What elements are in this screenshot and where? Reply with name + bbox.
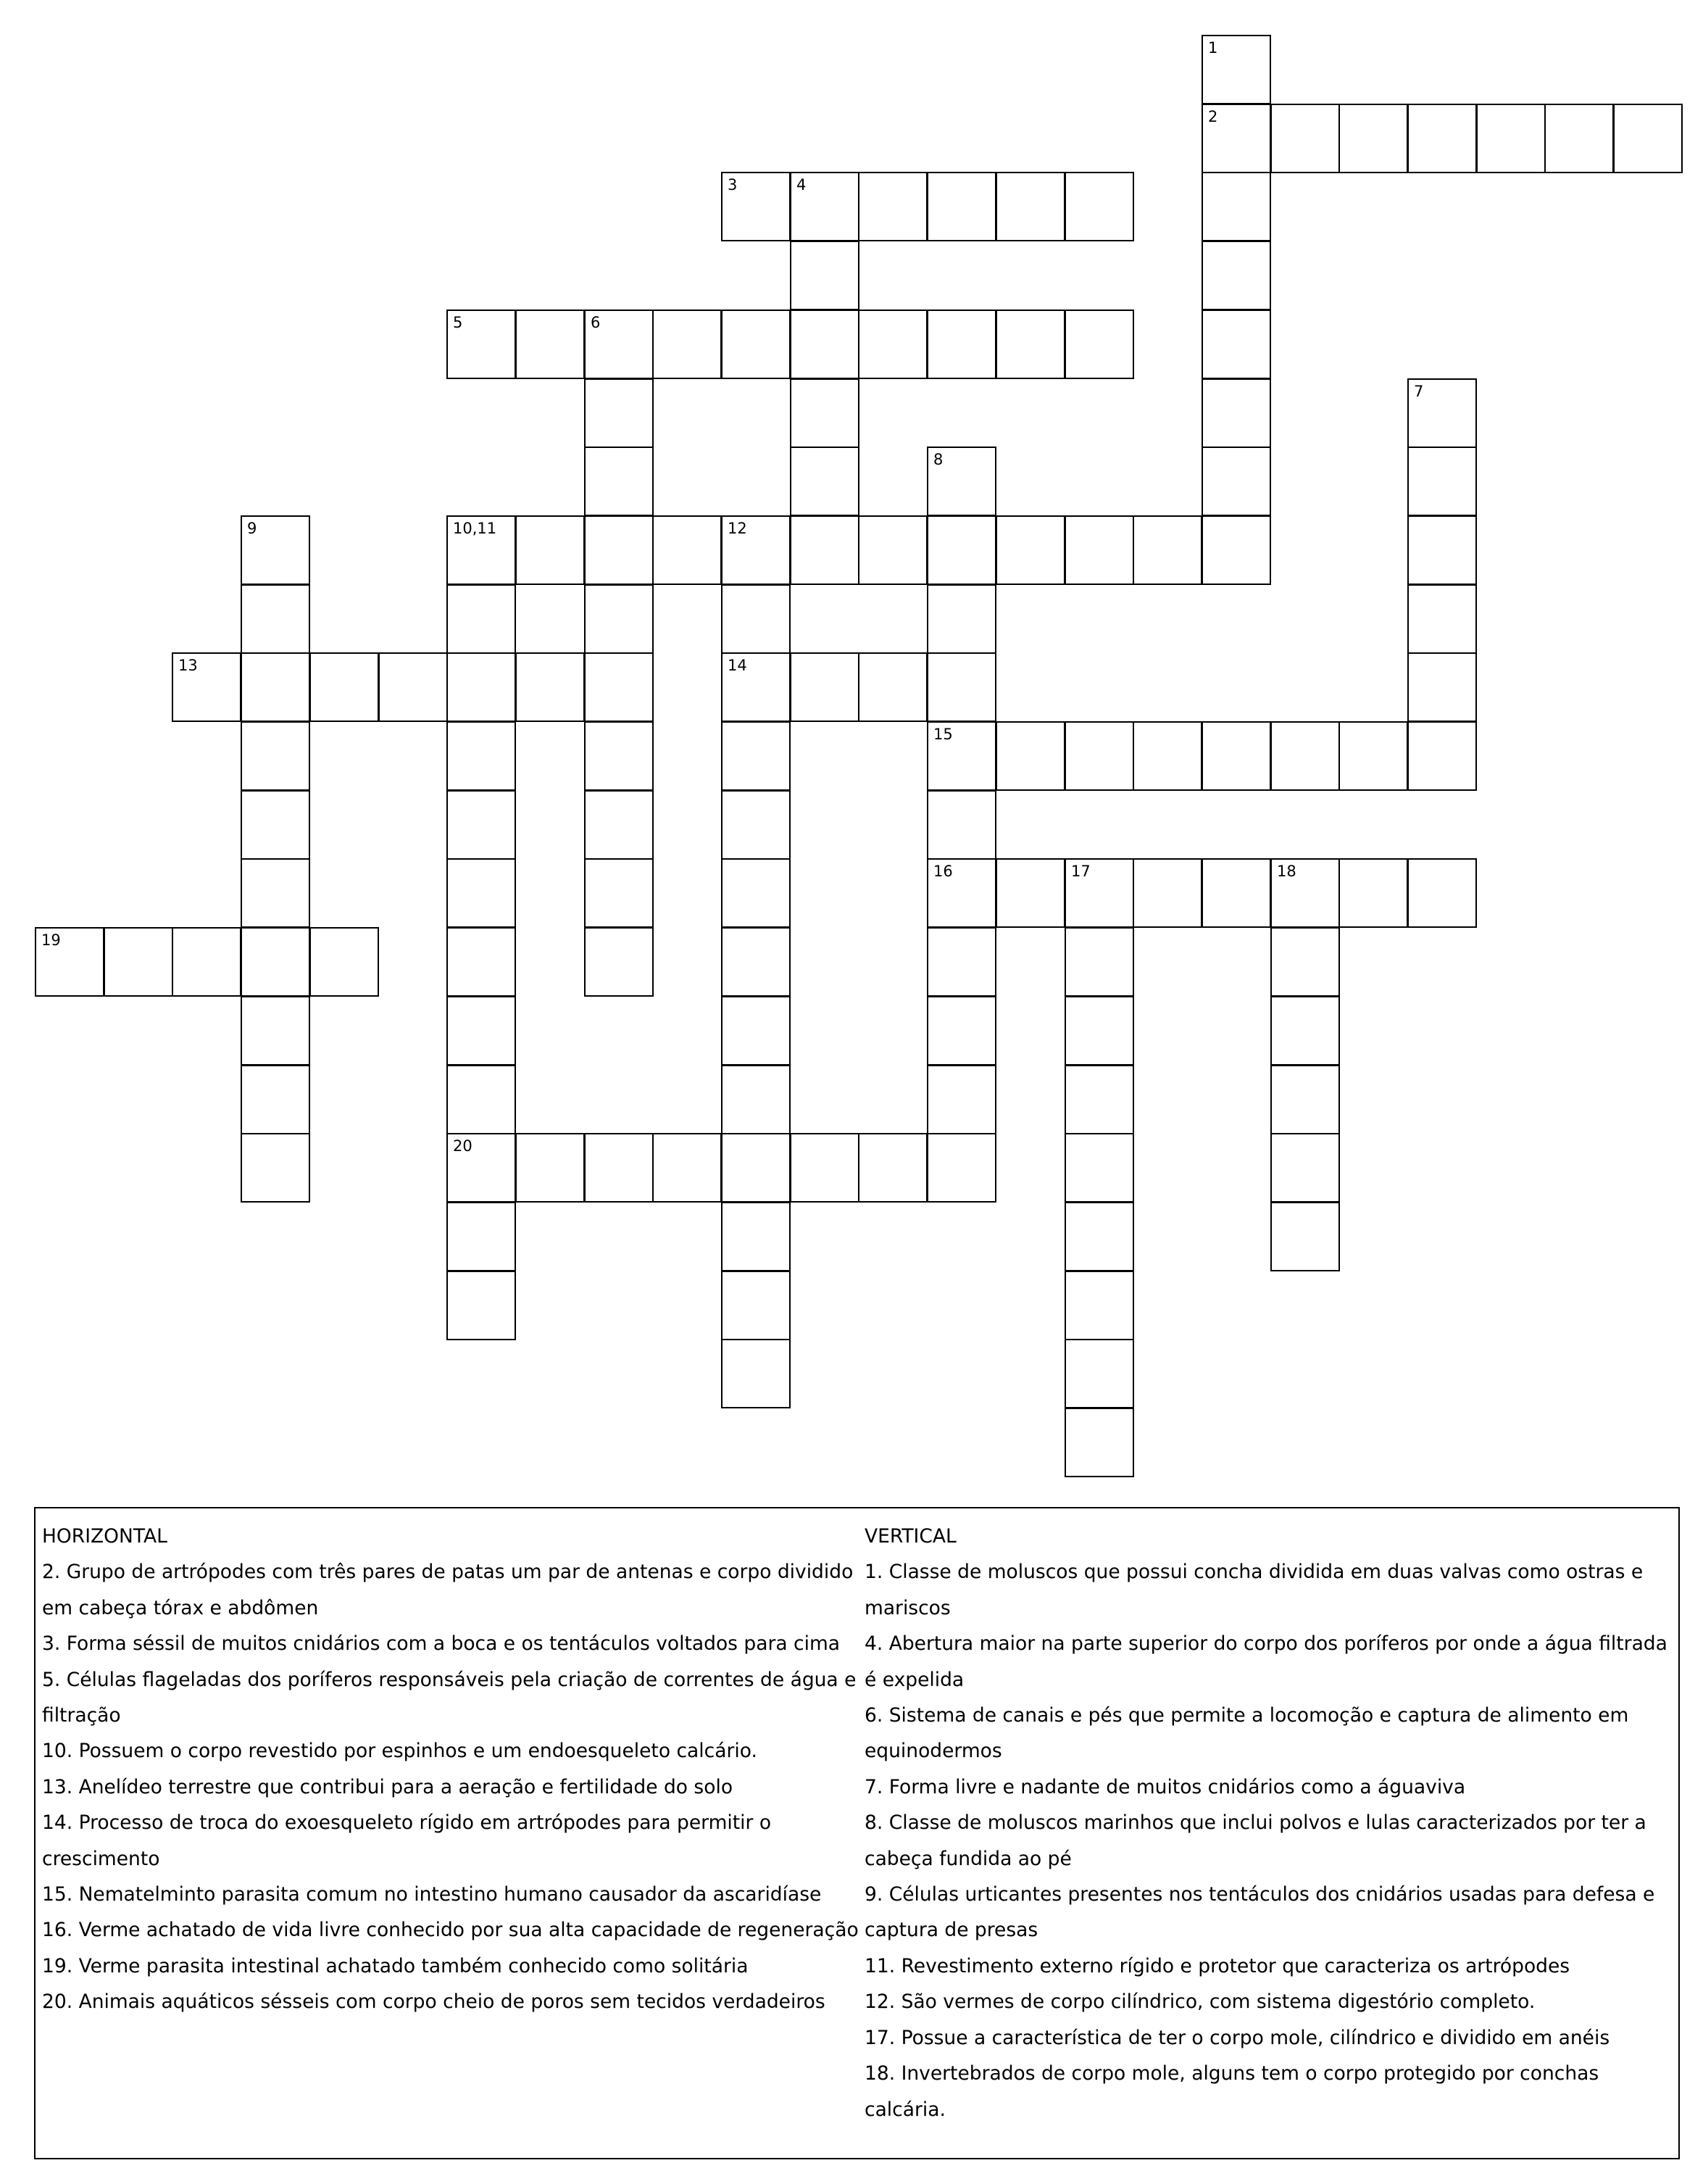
grid-cell[interactable] (1133, 721, 1202, 791)
clue-vertical-7: 7. Forma livre e nadante de muitos cnidários como a águaviva (865, 1775, 1466, 1798)
grid-cell[interactable] (1202, 721, 1271, 791)
grid-cell[interactable] (927, 310, 996, 379)
grid-cell[interactable] (721, 1271, 791, 1340)
grid-cell[interactable] (515, 310, 585, 379)
grid-cell[interactable] (1270, 1202, 1340, 1271)
clue-horizontal-5: 5. Células flageladas dos poríferos responsáveis pela criação de correntes de água e filtração (42, 1668, 857, 1727)
clue-vertical-11: 11. Revestimento externo rígido e protetor que caracteriza os artrópodes (865, 1954, 1570, 1977)
grid-cell[interactable] (446, 310, 516, 379)
clue-number: 20 (453, 1137, 472, 1155)
grid-cell[interactable] (1270, 927, 1340, 997)
grid-cell[interactable] (1065, 1408, 1134, 1477)
grid-cell[interactable] (790, 310, 859, 379)
clue-number: 9 (247, 520, 257, 537)
grid-cell[interactable] (927, 858, 996, 928)
clue-number: 3 (728, 176, 738, 194)
grid-cell[interactable] (652, 310, 722, 379)
grid-cell[interactable] (241, 652, 310, 722)
grid-cell[interactable] (790, 447, 859, 516)
grid-cell[interactable] (858, 652, 928, 722)
grid-cell[interactable] (721, 1339, 791, 1408)
clue-horizontal-16: 16. Verme achatado de vida livre conhecido por sua alta capacidade de regeneração (42, 1919, 859, 1942)
grid-cell[interactable] (721, 652, 791, 722)
grid-cell[interactable] (584, 652, 654, 722)
clue-horizontal-20: 20. Animais aquáticos sésseis com corpo cheio de poros sem tecidos verdadeiros (42, 1990, 825, 2014)
grid-cell[interactable] (1202, 515, 1271, 585)
grid-cell[interactable] (721, 996, 791, 1066)
grid-cell[interactable] (446, 721, 516, 791)
clue-number: 16 (933, 863, 953, 880)
clue-number: 2 (1208, 108, 1218, 125)
grid-cell[interactable] (241, 858, 310, 928)
clue-horizontal-19: 19. Verme parasita intestinal achatado também conhecido como solitária (42, 1954, 749, 1977)
grid-cell[interactable] (241, 927, 310, 997)
clues-box (34, 1507, 1680, 2159)
grid-cell[interactable] (446, 1202, 516, 1271)
clue-number: 15 (933, 726, 953, 743)
grid-cell[interactable] (721, 172, 791, 241)
grid-cell[interactable] (721, 790, 791, 860)
grid-cell[interactable] (584, 721, 654, 791)
grid-cell[interactable] (1202, 310, 1271, 379)
grid-cell[interactable] (241, 790, 310, 860)
grid-cell[interactable] (858, 515, 928, 585)
grid-cell[interactable] (1544, 104, 1614, 173)
grid-cell[interactable] (241, 721, 310, 791)
clue-number: 4 (796, 176, 807, 194)
grid-cell[interactable] (790, 378, 859, 448)
grid-cell[interactable] (1338, 858, 1408, 928)
grid-cell[interactable] (1338, 104, 1408, 173)
grid-cell[interactable] (1133, 858, 1202, 928)
grid-cell[interactable] (790, 172, 859, 241)
grid-cell[interactable] (1270, 104, 1340, 173)
grid-cell[interactable] (584, 927, 654, 997)
grid-cell[interactable] (721, 927, 791, 997)
grid-cell[interactable] (996, 310, 1065, 379)
grid-cell[interactable] (584, 584, 654, 654)
grid-cell[interactable] (104, 927, 173, 997)
grid-cell[interactable] (721, 721, 791, 791)
clue-number: 6 (591, 314, 601, 331)
grid-cell[interactable] (790, 652, 859, 722)
grid-cell[interactable] (1270, 858, 1340, 928)
grid-cell[interactable] (1065, 1133, 1134, 1203)
grid-cell[interactable] (515, 1133, 585, 1203)
grid-cell[interactable] (1270, 1065, 1340, 1134)
grid-cell[interactable] (1065, 927, 1134, 997)
grid-cell[interactable] (446, 584, 516, 654)
grid-cell[interactable] (927, 1133, 996, 1203)
clue-vertical-1: 1. Classe de moluscos que possui concha dividida em duas valvas como ostras e mariscos (865, 1561, 1644, 1619)
grid-cell[interactable] (1338, 721, 1408, 791)
grid-cell[interactable] (172, 927, 241, 997)
clue-number: 1 (1208, 39, 1218, 57)
grid-cell[interactable] (446, 996, 516, 1066)
grid-cell[interactable] (790, 241, 859, 310)
clue-vertical-12: 12. São vermes de corpo cilíndrico, com sistema digestório completo. (865, 1990, 1536, 2014)
grid-cell[interactable] (584, 310, 654, 379)
grid-cell[interactable] (721, 310, 791, 379)
clue-number: 18 (1277, 863, 1296, 880)
grid-cell[interactable] (1065, 858, 1134, 928)
clue-number: 5 (453, 314, 463, 331)
grid-cell[interactable] (584, 790, 654, 860)
grid-cell[interactable] (584, 1133, 654, 1203)
clue-number: 8 (933, 451, 944, 468)
clue-horizontal-2: 2. Grupo de artrópodes com três pares de patas um par de antenas e corpo dividido em cabeça tórax e abdômen (42, 1561, 854, 1619)
grid-cell[interactable] (241, 996, 310, 1066)
grid-cell[interactable] (858, 172, 928, 241)
grid-cell[interactable] (721, 1065, 791, 1134)
grid-cell[interactable] (1407, 584, 1477, 654)
grid-cell[interactable] (927, 790, 996, 860)
grid-cell[interactable] (927, 721, 996, 791)
grid-cell[interactable] (446, 1065, 516, 1134)
clue-number: 17 (1071, 863, 1091, 880)
grid-cell[interactable] (1270, 721, 1340, 791)
grid-cell[interactable] (1476, 104, 1546, 173)
clue-horizontal-3: 3. Forma séssil de muitos cnidários com a boca e os tentáculos voltados para cima (42, 1632, 841, 1656)
horizontal-title: HORIZONTAL (42, 1525, 167, 1548)
grid-cell[interactable] (927, 584, 996, 654)
grid-cell[interactable] (241, 584, 310, 654)
clue-number: 12 (728, 520, 747, 537)
clue-horizontal-10: 10. Possuem o corpo revestido por espinhos e um endoesqueleto calcário. (42, 1740, 757, 1763)
grid-cell[interactable] (584, 515, 654, 585)
grid-cell[interactable] (1065, 515, 1134, 585)
grid-cell[interactable] (1065, 172, 1134, 241)
grid-cell[interactable] (927, 652, 996, 722)
grid-cell[interactable] (1407, 104, 1477, 173)
grid-cell[interactable] (996, 858, 1065, 928)
grid-cell[interactable] (1613, 104, 1683, 173)
grid-cell[interactable] (996, 515, 1065, 585)
grid-cell[interactable] (1065, 1339, 1134, 1408)
grid-cell[interactable] (1202, 378, 1271, 448)
grid-cell[interactable] (241, 515, 310, 585)
grid-cell[interactable] (927, 172, 996, 241)
grid-cell[interactable] (927, 996, 996, 1066)
grid-cell[interactable] (446, 652, 516, 722)
grid-cell[interactable] (721, 584, 791, 654)
grid-cell[interactable] (309, 652, 379, 722)
clue-number: 14 (728, 657, 747, 674)
grid-cell[interactable] (790, 1133, 859, 1203)
clue-number: 13 (178, 657, 198, 674)
clue-vertical-9: 9. Células urticantes presentes nos tentáculos dos cnidários usadas para defesa e captura de presas (865, 1883, 1655, 1942)
grid-cell[interactable] (446, 1133, 516, 1203)
grid-cell[interactable] (1270, 1133, 1340, 1203)
grid-cell[interactable] (35, 927, 104, 997)
grid-cell[interactable] (1270, 996, 1340, 1066)
horizontal-clues (42, 1519, 875, 2020)
grid-cell[interactable] (1407, 378, 1477, 448)
clue-horizontal-13: 13. Anelídeo terrestre que contribui para a aeração e fertilidade do solo (42, 1775, 733, 1798)
grid-cell[interactable] (241, 1065, 310, 1134)
clue-vertical-6: 6. Sistema de canais e pés que permite a locomoção e captura de alimento em equinodermos (865, 1704, 1629, 1763)
clue-vertical-8: 8. Classe de moluscos marinhos que inclui polvos e lulas caracterizados por ter a cabeça fundida ao pé (865, 1811, 1646, 1870)
grid-cell[interactable] (790, 515, 859, 585)
grid-cell[interactable] (1065, 1202, 1134, 1271)
grid-cell[interactable] (927, 1065, 996, 1134)
clue-vertical-4: 4. Abertura maior na parte superior do corpo dos poríferos por onde a água filtrada é expelida (865, 1632, 1667, 1691)
grid-cell[interactable] (1065, 996, 1134, 1066)
grid-cell[interactable] (1407, 652, 1477, 722)
clue-horizontal-15: 15. Nematelminto parasita comum no intestino humano causador da ascaridíase (42, 1883, 822, 1906)
grid-cell[interactable] (241, 1133, 310, 1203)
grid-cell[interactable] (652, 1133, 722, 1203)
clue-number: 7 (1414, 383, 1424, 400)
grid-cell[interactable] (1133, 515, 1202, 585)
grid-cell[interactable] (721, 515, 791, 585)
grid-cell[interactable] (652, 515, 722, 585)
grid-cell[interactable] (584, 447, 654, 516)
clue-number: 10,11 (453, 520, 497, 537)
grid-cell[interactable] (515, 515, 585, 585)
grid-cell[interactable] (721, 1133, 791, 1203)
grid-cell[interactable] (1202, 35, 1271, 104)
clue-vertical-18: 18. Invertebrados de corpo mole, alguns tem o corpo protegido por conchas calcária. (865, 2062, 1599, 2121)
grid-cell[interactable] (584, 858, 654, 928)
grid-cell[interactable] (1202, 858, 1271, 928)
grid-cell[interactable] (1202, 241, 1271, 310)
grid-cell[interactable] (858, 310, 928, 379)
grid-cell[interactable] (1202, 104, 1271, 173)
grid-cell[interactable] (446, 515, 516, 585)
grid-cell[interactable] (1065, 310, 1134, 379)
grid-cell[interactable] (996, 172, 1065, 241)
grid-cell[interactable] (515, 652, 585, 722)
grid-cell[interactable] (721, 858, 791, 928)
vertical-clues (865, 1519, 1675, 2127)
grid-cell[interactable] (927, 447, 996, 516)
grid-cell[interactable] (378, 652, 448, 722)
grid-cell[interactable] (858, 1133, 928, 1203)
vertical-title: VERTICAL (865, 1525, 957, 1548)
grid-cell[interactable] (927, 927, 996, 997)
grid-cell[interactable] (1407, 858, 1477, 928)
clue-number: 19 (41, 931, 61, 949)
grid-cell[interactable] (446, 858, 516, 928)
grid-cell[interactable] (1065, 1271, 1134, 1340)
clue-horizontal-14: 14. Processo de troca do exoesqueleto rígido em artrópodes para permitir o crescimento (42, 1811, 772, 1870)
grid-cell[interactable] (172, 652, 241, 722)
grid-cell[interactable] (446, 790, 516, 860)
grid-cell[interactable] (584, 378, 654, 448)
grid-cell[interactable] (1202, 172, 1271, 241)
grid-cell[interactable] (1407, 447, 1477, 516)
grid-cell[interactable] (996, 721, 1065, 791)
grid-cell[interactable] (1407, 721, 1477, 791)
grid-cell[interactable] (1202, 447, 1271, 516)
grid-cell[interactable] (446, 1271, 516, 1340)
grid-cell[interactable] (1065, 721, 1134, 791)
grid-cell[interactable] (721, 1202, 791, 1271)
grid-cell[interactable] (927, 515, 996, 585)
grid-cell[interactable] (1065, 1065, 1134, 1134)
grid-cell[interactable] (309, 927, 379, 997)
grid-cell[interactable] (446, 927, 516, 997)
grid-cell[interactable] (1407, 515, 1477, 585)
clue-vertical-17: 17. Possue a característica de ter o corpo mole, cilíndrico e dividido em anéis (865, 2026, 1610, 2049)
